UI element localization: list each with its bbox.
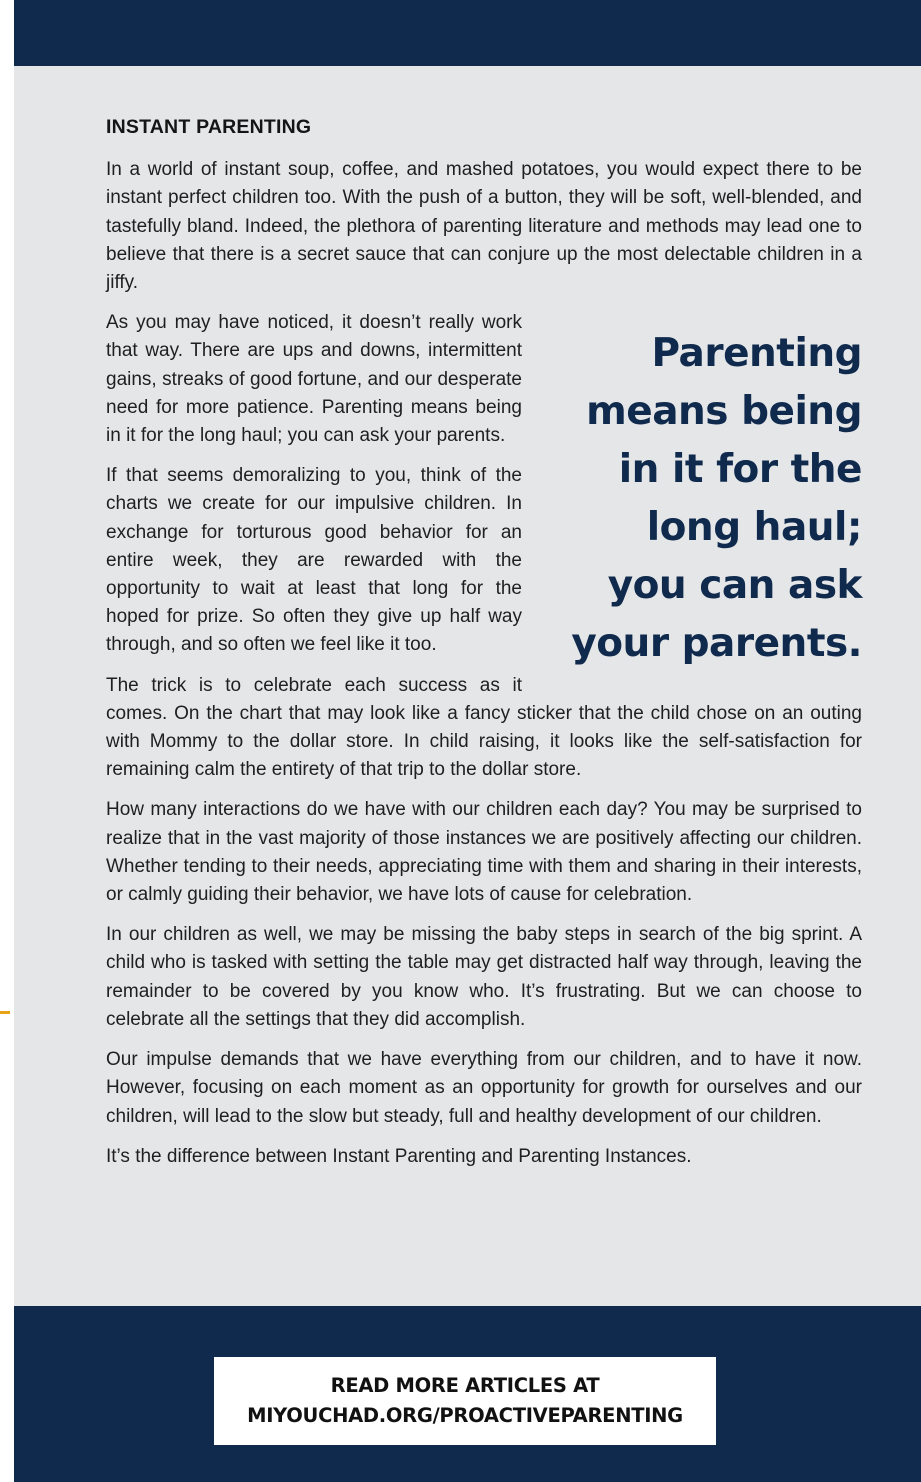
header-band: [14, 0, 921, 66]
page-margin: [0, 0, 14, 1482]
article-paragraph: How many interactions do we have with our children each day? You may be surprised to realize that in the vast majority of those instances we are positively affecting our children. Whether tending to their needs, appreciating time with them and sharing in their interests, or calmly guiding their behavior, we have lots of cause for celebration.: [106, 799, 862, 906]
pull-quote-line: Parenting: [651, 331, 862, 377]
article-paragraph: If that seems demoralizing to you, think of the charts we create for our impulsive children. In exchange for torturous good behavior for an entire week, they are rewarded with the opportunity to wait at least that long for the hoped for prize. So often they give up half way through, and so often we feel like it too.: [106, 465, 522, 656]
read-more-label: READ MORE ARTICLES AT: [330, 1374, 600, 1397]
pull-quote-line: means being: [586, 389, 862, 435]
accent-tick-mark: [0, 1011, 10, 1014]
pull-quote-line: in it for the: [618, 447, 862, 493]
pull-quote-line: your parents.: [571, 621, 862, 667]
article-paragraph: It’s the difference between Instant Parenting and Parenting Instances.: [106, 1145, 692, 1167]
pull-quote-line: you can ask: [607, 563, 862, 609]
read-more-link[interactable]: [214, 1357, 716, 1445]
pull-quote-line: long haul;: [646, 505, 862, 551]
article-paragraph: Our impulse demands that we have everything from our children, and to have it now. However, focusing on each moment as an opportunity for growth for ourselves and our children, will lead to the slow but steady, full and healthy development of our children.: [106, 1049, 862, 1127]
article-title: INSTANT PARENTING: [106, 116, 312, 138]
article-paragraph: The trick is to celebrate each success as it comes. On the chart that may look like a fancy sticker that the child chose on an outing with Mommy to the dollar store. In child raising, it looks like the self-satisfaction for remaining calm the entirety of that trip to the dollar store.: [106, 674, 862, 781]
article-body: [106, 113, 862, 1183]
article-paragraph: In a world of instant soup, coffee, and mashed potatoes, you would expect there to be instant perfect children too. With the push of a button, they will be soft, well-blended, and tastefully bland. Indeed, the plethora of parenting literature and methods may lead one to believe that there is a secret sauce that can conjure up the most delectable children in a jiffy.: [106, 159, 862, 294]
article-paragraph: As you may have noticed, it doesn’t really work that way. There are ups and downs, intermittent gains, streaks of good fortune, and our desperate need for more patience. Parenting means being in it for the long haul; you can ask your parents.: [106, 312, 522, 447]
read-more-url[interactable]: MIYOUCHAD.ORG/PROACTIVEPARENTING: [247, 1404, 683, 1427]
article-paragraph: In our children as well, we may be missing the baby steps in search of the big sprint. A child who is tasked with setting the table may get distracted half way through, leaving the remainder to be covered by you know who. It’s frustrating. But we can choose to celebrate all the settings that they did accomplish.: [106, 924, 862, 1030]
pull-quote: [562, 325, 862, 673]
